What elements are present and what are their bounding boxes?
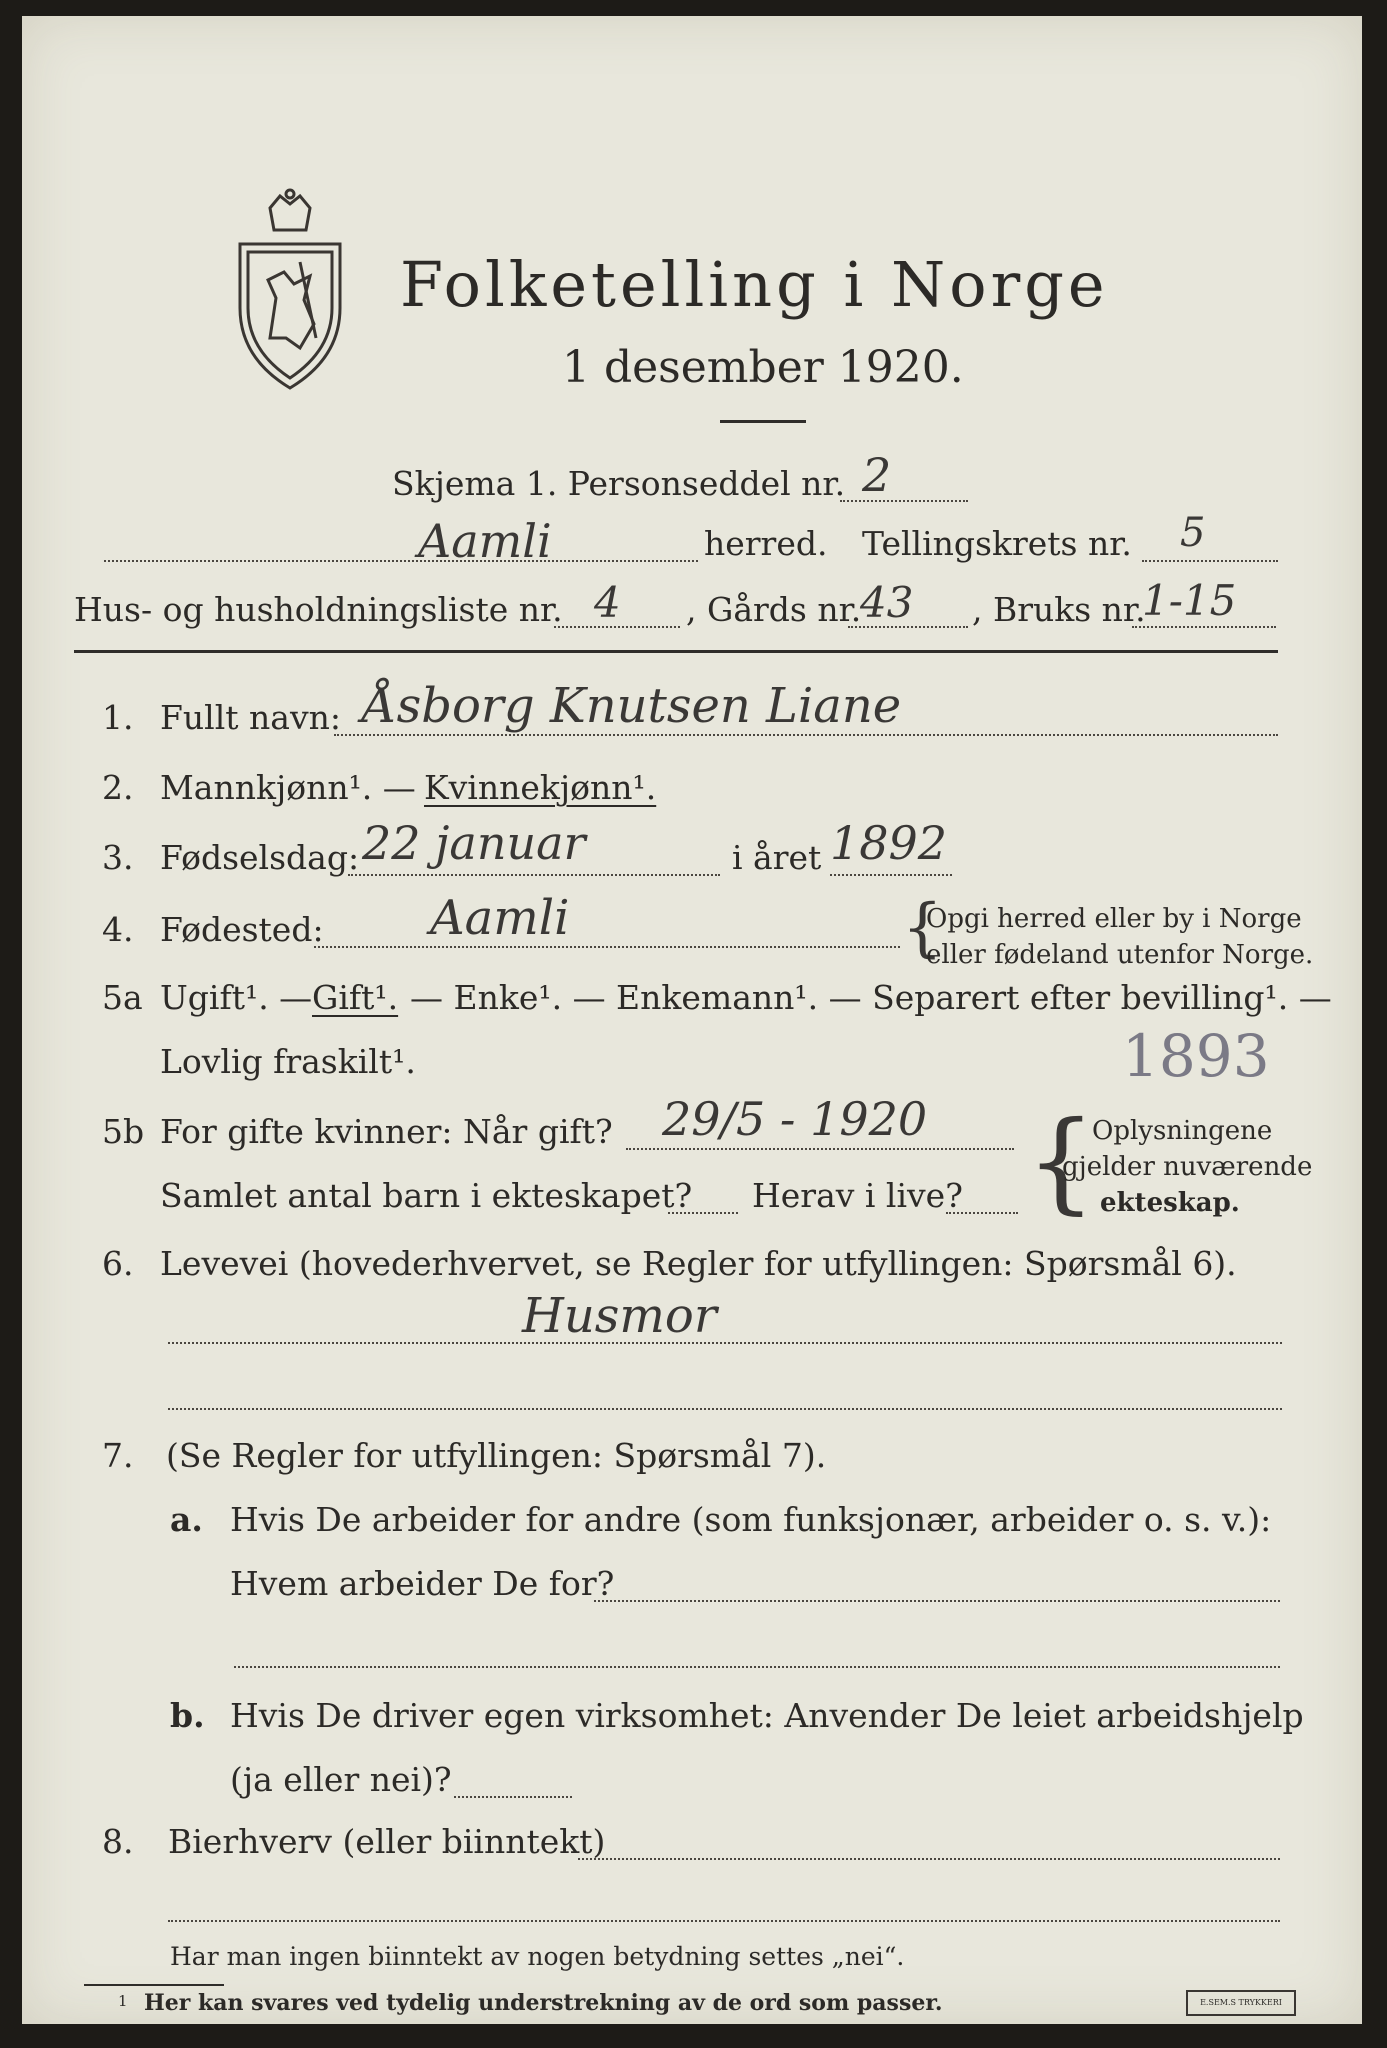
q7a-number: a. (170, 1500, 203, 1539)
gards-nr: 43 (860, 578, 914, 627)
census-date: 1 desember 1920. (562, 342, 964, 393)
q4-label: Fødested: (160, 910, 324, 949)
footnote-text: Her kan svares ved tydelig understrekning av de ord som passer. (144, 1990, 943, 2016)
q5a-gift-underlined: Gift¹. (312, 978, 399, 1017)
q7a-extra-line (234, 1666, 1280, 1668)
footnote-mark: 1 (118, 1992, 128, 2010)
q7b-yes-no-label: (ja eller nei)? (230, 1760, 452, 1799)
q5b-children-line (668, 1212, 738, 1214)
q5a-fraskilt: Lovlig fraskilt¹. (160, 1042, 416, 1081)
q7-label: (Se Regler for utfyllingen: Spørsmål 7). (166, 1436, 827, 1475)
husliste-label: Hus- og husholdningsliste nr. (74, 590, 563, 629)
personseddel-nr: 2 (862, 448, 892, 502)
q5a-margin-year: 1893 (1122, 1022, 1270, 1090)
bruks-label: , Bruks nr. (972, 590, 1146, 629)
herred-value: Aamli (418, 514, 552, 568)
footer-note: Har man ingen biinntekt av nogen betydning settes „nei“. (170, 1942, 905, 1971)
q4-note-1: Opgi herred eller by i Norge (926, 904, 1302, 934)
q1-label: Fullt navn: (160, 698, 341, 737)
q3-birth-day: 22 januar (362, 816, 586, 870)
q5b-label: For gifte kvinner: Når gift? (160, 1112, 613, 1151)
footnote-divider (84, 1984, 224, 1986)
tellingskrets-label: Tellingskrets nr. (862, 524, 1132, 563)
q8-label: Bierhverv (eller biinntekt) (168, 1822, 606, 1861)
q3-number: 3. (102, 838, 134, 877)
q4-line (314, 946, 900, 948)
herred-line (104, 560, 698, 562)
q4-brace: { (902, 891, 943, 965)
q7b-line (454, 1796, 572, 1798)
q8-line (578, 1858, 1280, 1860)
personseddel-line (840, 500, 968, 502)
q7a-employer-label: Hvem arbeider De for? (230, 1564, 615, 1603)
q5b-marriage-date: 29/5 - 1920 (662, 1092, 928, 1146)
q3-label: Fødselsdag: (160, 838, 360, 877)
q6-label: Levevei (hovederhvervet, se Regler for utfyllingen: Spørsmål 6). (160, 1244, 1237, 1283)
q5a-number: 5a (102, 978, 143, 1017)
q2-male: Mannkjønn¹. — (160, 768, 416, 807)
q4-number: 4. (102, 910, 134, 949)
q5a-rest: — Enke¹. — Enkemann¹. — Separert efter bevilling¹. — (410, 978, 1332, 1017)
q5b-number: 5b (102, 1112, 145, 1151)
q4-note-2: eller fødeland utenfor Norge. (926, 940, 1314, 970)
form-title: Folketelling i Norge (400, 248, 1109, 321)
q6-occupation: Husmor (522, 1288, 717, 1344)
form-label: Skjema 1. Personseddel nr. (392, 464, 846, 503)
q5b-note-1: Oplysningene (1092, 1116, 1273, 1146)
q4-birthplace: Aamli (430, 890, 570, 946)
q5b-alive-line (946, 1212, 1018, 1214)
bruks-line (1132, 626, 1276, 628)
tellingskrets-line (1142, 560, 1278, 562)
q6-line-2 (168, 1408, 1282, 1410)
q8-number: 8. (102, 1822, 134, 1861)
printer-stamp: E.SEM.S TRYKKERI (1186, 1990, 1296, 2016)
tellingskrets-nr: 5 (1180, 510, 1206, 556)
q2-female-underlined: Kvinnekjønn¹. (424, 768, 657, 807)
q1-full-name: Åsborg Knutsen Liane (362, 678, 902, 734)
q5b-note-2: gjelder nuværende (1062, 1152, 1313, 1182)
q2-number: 2. (102, 768, 134, 807)
q5b-brace: { (1026, 1097, 1096, 1225)
q6-line-1 (168, 1342, 1282, 1344)
q3-year-label: i året (732, 838, 822, 877)
gards-label: , Gårds nr. (686, 590, 862, 629)
q5b-note-3: ekteskap. (1100, 1188, 1240, 1218)
q5b-alive-label: Herav i live? (752, 1176, 963, 1215)
q8-extra-line (168, 1920, 1280, 1922)
q1-number: 1. (102, 698, 134, 737)
husliste-nr: 4 (594, 578, 621, 627)
q6-number: 6. (102, 1244, 134, 1283)
title-divider (720, 420, 806, 423)
q3-birth-year: 1892 (830, 816, 948, 870)
q5a-ugift: Ugift¹. — (160, 978, 313, 1017)
q7a-employer-line (594, 1600, 1280, 1602)
q7a-label: Hvis De arbeider for andre (som funksjonær, arbeider o. s. v.): (230, 1500, 1272, 1539)
q7b-label: Hvis De driver egen virksomhet: Anvender De leiet arbeidshjelp (230, 1696, 1304, 1735)
census-form-sheet (22, 16, 1362, 2024)
q1-line (334, 734, 1278, 736)
bruks-nr: 1-15 (1142, 576, 1237, 625)
herred-label: herred. (704, 524, 828, 563)
q7b-number: b. (170, 1696, 205, 1735)
header-divider (74, 650, 1278, 653)
q7-number: 7. (102, 1436, 134, 1475)
q3-day-line (348, 874, 720, 876)
norwegian-coat-of-arms-icon (230, 188, 350, 394)
q5b-line (626, 1148, 1014, 1150)
q3-year-line (830, 874, 952, 876)
q5b-children-label: Samlet antal barn i ekteskapet? (160, 1176, 693, 1215)
